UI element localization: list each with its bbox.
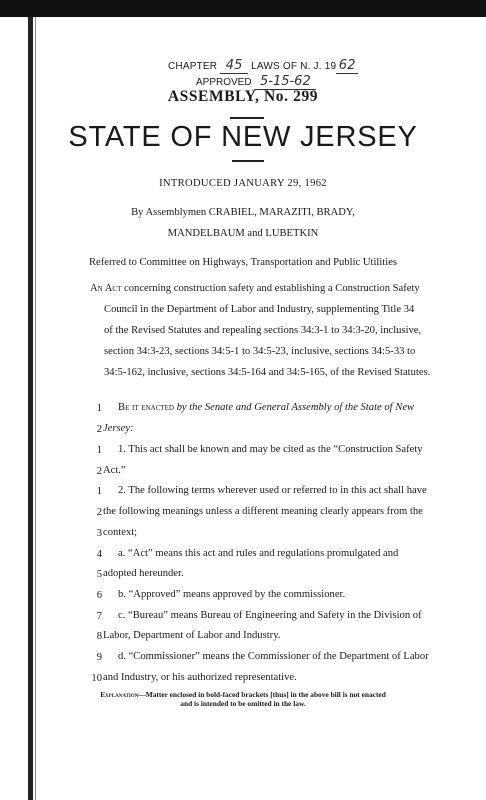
body-text-line: c. “Bureau” means Bureau of Engineering and Safety in the Division of — [118, 610, 422, 621]
body-text-line: context; — [103, 527, 138, 538]
body-text-line: a. “Act” means this act and rules and regulations promulgated and — [118, 548, 399, 559]
act-title-line-4: section 34:3-23, sections 34:5-1 to 34:5-23, inclusive, sections 34:5-33 to — [104, 346, 416, 357]
explanation-line-1: —Matter enclosed in bold-faced brackets [thus] in the above bill is not enacted — [138, 690, 386, 699]
act-title-line-5: 34:5-162, inclusive, sections 34:5-164 and 34:5-165, of the Revised Statutes. — [104, 367, 431, 378]
introduced-date: INTRODUCED JANUARY 29, 1962 — [159, 178, 327, 189]
body-text-line: 1. This act shall be known and may be cited as the “Construction Safety — [118, 444, 423, 455]
page-top-edge — [0, 0, 486, 17]
act-title-line-2: Council in the Department of Labor and Industry, supplementing Title 34 — [104, 304, 415, 315]
line-number: 10 — [91, 673, 102, 684]
act-title-line-3: of the Revised Statutes and repealing sections 34:3-1 to 34:3-20, inclusive, — [104, 325, 422, 336]
line-number: 2 — [96, 507, 102, 518]
body-text-line: Labor, Department of Labor and Industry. — [103, 630, 281, 641]
title-rule — [230, 117, 264, 119]
explanation-note — [0, 690, 486, 699]
line-number: 4 — [96, 549, 102, 560]
line-number: 2 — [96, 466, 102, 477]
body-text-line: Act.” — [103, 465, 126, 476]
chapter-stamp — [168, 58, 358, 74]
body-text-line: b. “Approved” means approved by the commissioner. — [118, 589, 346, 600]
explanation-lead: Explanation — [100, 690, 139, 699]
bill-title: ASSEMBLY, No. 299 — [167, 88, 319, 105]
explanation-line-2: and is intended to be omitted in the law. — [180, 699, 306, 708]
body-text-line: adopted hereunder. — [103, 568, 184, 579]
state-rule — [232, 160, 264, 162]
approved-date: 5-15-62 — [254, 74, 316, 90]
body-text-line: the following meanings unless a different meaning clearly appears from the — [103, 506, 423, 517]
line-number: 5 — [96, 569, 102, 580]
body-text-line: d. “Commissioner” means the Commissioner of the Department of Labor — [118, 651, 429, 662]
line-number: 2 — [96, 424, 102, 435]
line-number: 7 — [96, 611, 102, 622]
state-title: STATE OF NEW JERSEY — [68, 121, 418, 153]
enacting-line-2: Jersey: — [103, 423, 134, 434]
sponsors-line-2: MANDELBAUM and LUBETKIN — [167, 228, 319, 239]
line-number: 3 — [96, 528, 102, 539]
committee-referral: Referred to Committee on Highways, Transportation and Public Utilities — [88, 257, 398, 268]
body-text-line: 2. The following terms wherever used or referred to in this act shall have — [118, 485, 427, 496]
enacting-lead: Be it enacted — [118, 402, 174, 413]
approved-label: APPROVED — [196, 77, 252, 88]
enacting-clause — [118, 403, 414, 414]
act-title-line-1 — [90, 284, 420, 295]
chapter-label: CHAPTER — [168, 61, 218, 72]
act-lead: An Act — [90, 283, 122, 294]
line-number: 1 — [96, 403, 102, 414]
line-number: 9 — [96, 652, 102, 663]
chapter-number: 45 — [220, 58, 248, 74]
line-number: 6 — [96, 590, 102, 601]
enacting-text: by the Senate and General Assembly of the State of New — [176, 402, 415, 413]
line-number: 1 — [96, 445, 102, 456]
laws-year: 62 — [336, 58, 358, 74]
act-title-text-1: concerning construction safety and establishing a Construction Safety — [124, 283, 420, 294]
line-number: 1 — [96, 486, 102, 497]
laws-label: LAWS OF N. J. 19 — [251, 61, 337, 72]
body-text-line: and Industry, or his authorized representative. — [103, 672, 297, 683]
line-number: 8 — [96, 631, 102, 642]
sponsors-line-1: By Assemblymen CRABIEL, MARAZITI, BRADY, — [131, 207, 355, 218]
